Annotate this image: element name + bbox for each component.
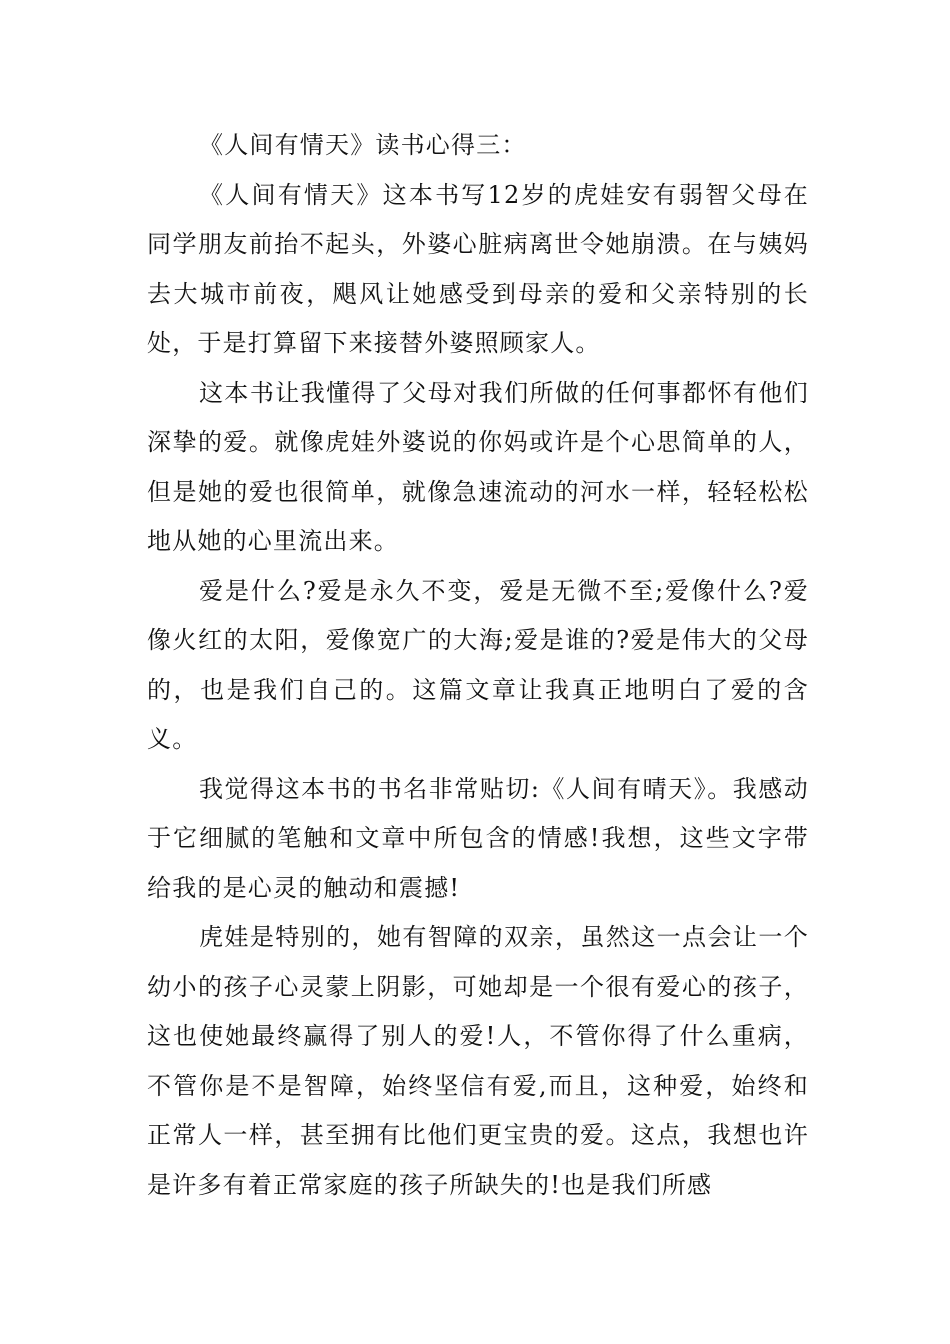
paragraph: 虎娃是特别的，她有智障的双亲，虽然这一点会让一个幼小的孩子心灵蒙上阴影，可她却是一个很有爱心的孩子，这也使她最终赢得了别人的爱!人，不管你得了什么重病，不管你是不是智障，始终坚信有爱,而且，这种爱，始终和正常人一样，甚至拥有比他们更宝贵的爱。这点，我想也许是许多有着正常家庭的孩子所缺失的!也是我们所感	[147, 923, 809, 1199]
document-heading: 《人间有情天》读书心得三：	[199, 131, 527, 159]
paragraph: 《人间有情天》这本书写12岁的虎娃安有弱智父母在同学朋友前抬不起头，外婆心脏病离世令她崩溃。在与姨妈去大城市前夜，飓风让她感受到母亲的爱和父亲特别的长处，于是打算留下来接替外婆照顾家人。	[147, 180, 809, 357]
document-body	[147, 121, 809, 1210]
paragraph: 爱是什么?爱是永久不变，爱是无微不至;爱像什么?爱像火红的太阳，爱像宽广的大海;爱是谁的?爱是伟大的父母的，也是我们自己的。这篇文章让我真正地明白了爱的含义。	[147, 576, 809, 753]
paragraph: 我觉得这本书的书名非常贴切:《人间有晴天》。我感动于它细腻的笔触和文章中所包含的情感!我想，这些文字带给我的是心灵的触动和震撼!	[147, 774, 809, 902]
paragraph: 这本书让我懂得了父母对我们所做的任何事都怀有他们深挚的爱。就像虎娃外婆说的你妈或许是个心思简单的人，但是她的爱也很简单，就像急速流动的河水一样，轻轻松松地从她的心里流出来。	[147, 378, 809, 555]
